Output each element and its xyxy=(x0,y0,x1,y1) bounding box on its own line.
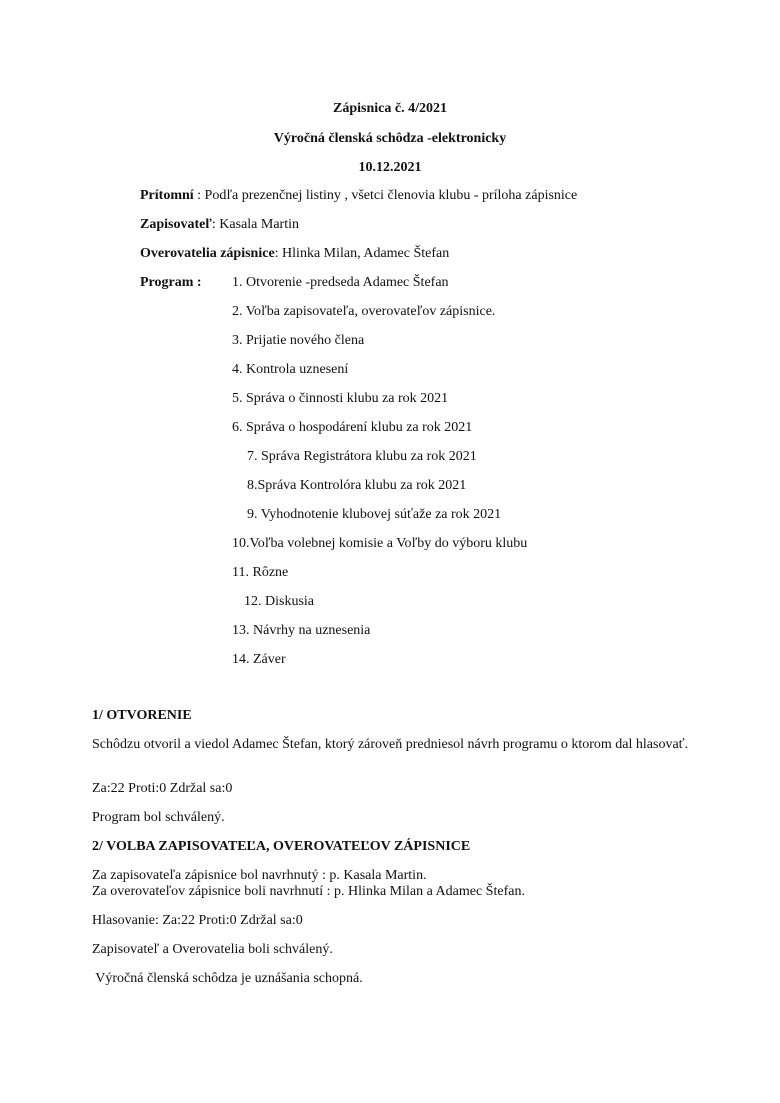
present-value: : Podľa prezenčnej listiny , všetci členovia klubu - príloha zápisnice xyxy=(193,188,578,203)
recorder-value: : Kasala Martin xyxy=(211,217,299,232)
program-item: 14. Záver xyxy=(232,652,286,667)
verifiers-value: : Hlinka Milan, Adamec Štefan xyxy=(274,246,450,261)
section2-heading: 2/ VOLBA ZAPISOVATEĽA, OVEROVATEĽOV ZÁPISNICE xyxy=(92,839,471,854)
section2-result: Zapisovateľ a Overovatelia boli schválený. xyxy=(92,942,333,957)
program-item: 8.Správa Kontrolóra klubu za rok 2021 xyxy=(247,478,467,493)
program-item: 5. Správa o činnosti klubu za rok 2021 xyxy=(232,391,449,406)
section2-line1: Za zapisovateľa zápisnice bol navrhnutý : p. Kasala Martin. xyxy=(92,868,427,883)
document-subtitle: Výročná členská schôdza -elektronicky xyxy=(273,131,507,146)
document-title: Zápisnica č. 4/2021 xyxy=(333,101,447,116)
program-item: 3. Prijatie nového člena xyxy=(232,333,365,348)
program-item: 13. Návrhy na uznesenia xyxy=(232,623,371,638)
present-label: Prítomní xyxy=(140,188,194,203)
verifiers-label: Overovatelia zápisnice xyxy=(140,246,275,261)
section1-text: Schôdzu otvoril a viedol Adamec Štefan, ktorý zároveň predniesol návrh programu o ktorom dal hlasovať. xyxy=(92,737,689,752)
document-date: 10.12.2021 xyxy=(358,160,422,175)
section1-vote: Za:22 Proti:0 Zdržal sa:0 xyxy=(92,781,233,796)
program-item: 4. Kontrola uznesení xyxy=(232,362,349,377)
program-item: 1. Otvorenie -predseda Adamec Štefan xyxy=(232,275,449,290)
program-item: 9. Vyhodnotenie klubovej súťaže za rok 2021 xyxy=(247,507,502,522)
program-item: 6. Správa o hospodárení klubu za rok 2021 xyxy=(232,420,473,435)
program-item: 11. Rôzne xyxy=(232,565,289,580)
program-item: 10.Voľba volebnej komisie a Voľby do výboru klubu xyxy=(232,536,528,551)
recorder-line xyxy=(140,217,299,233)
recorder-label: Zapisovateľ xyxy=(140,217,212,232)
section2-line2: Za overovateľov zápisnice boli navrhnutí : p. Hlinka Milan a Adamec Štefan. xyxy=(92,884,525,899)
program-item: 2. Voľba zapisovateľa, overovateľov zápisnice. xyxy=(232,304,496,319)
section1-result: Program bol schválený. xyxy=(92,810,225,825)
program-label: Program : xyxy=(140,275,202,290)
verifiers-line xyxy=(140,246,449,262)
program-item: 12. Diskusia xyxy=(244,594,314,609)
program-item: 7. Správa Registrátora klubu za rok 2021 xyxy=(247,449,477,464)
section2-quorum: Výročná členská schôdza je uznášania schopná. xyxy=(92,971,363,986)
section2-vote: Hlasovanie: Za:22 Proti:0 Zdržal sa:0 xyxy=(92,913,303,928)
present-line xyxy=(140,188,577,204)
section1-heading: 1/ OTVORENIE xyxy=(92,708,192,723)
